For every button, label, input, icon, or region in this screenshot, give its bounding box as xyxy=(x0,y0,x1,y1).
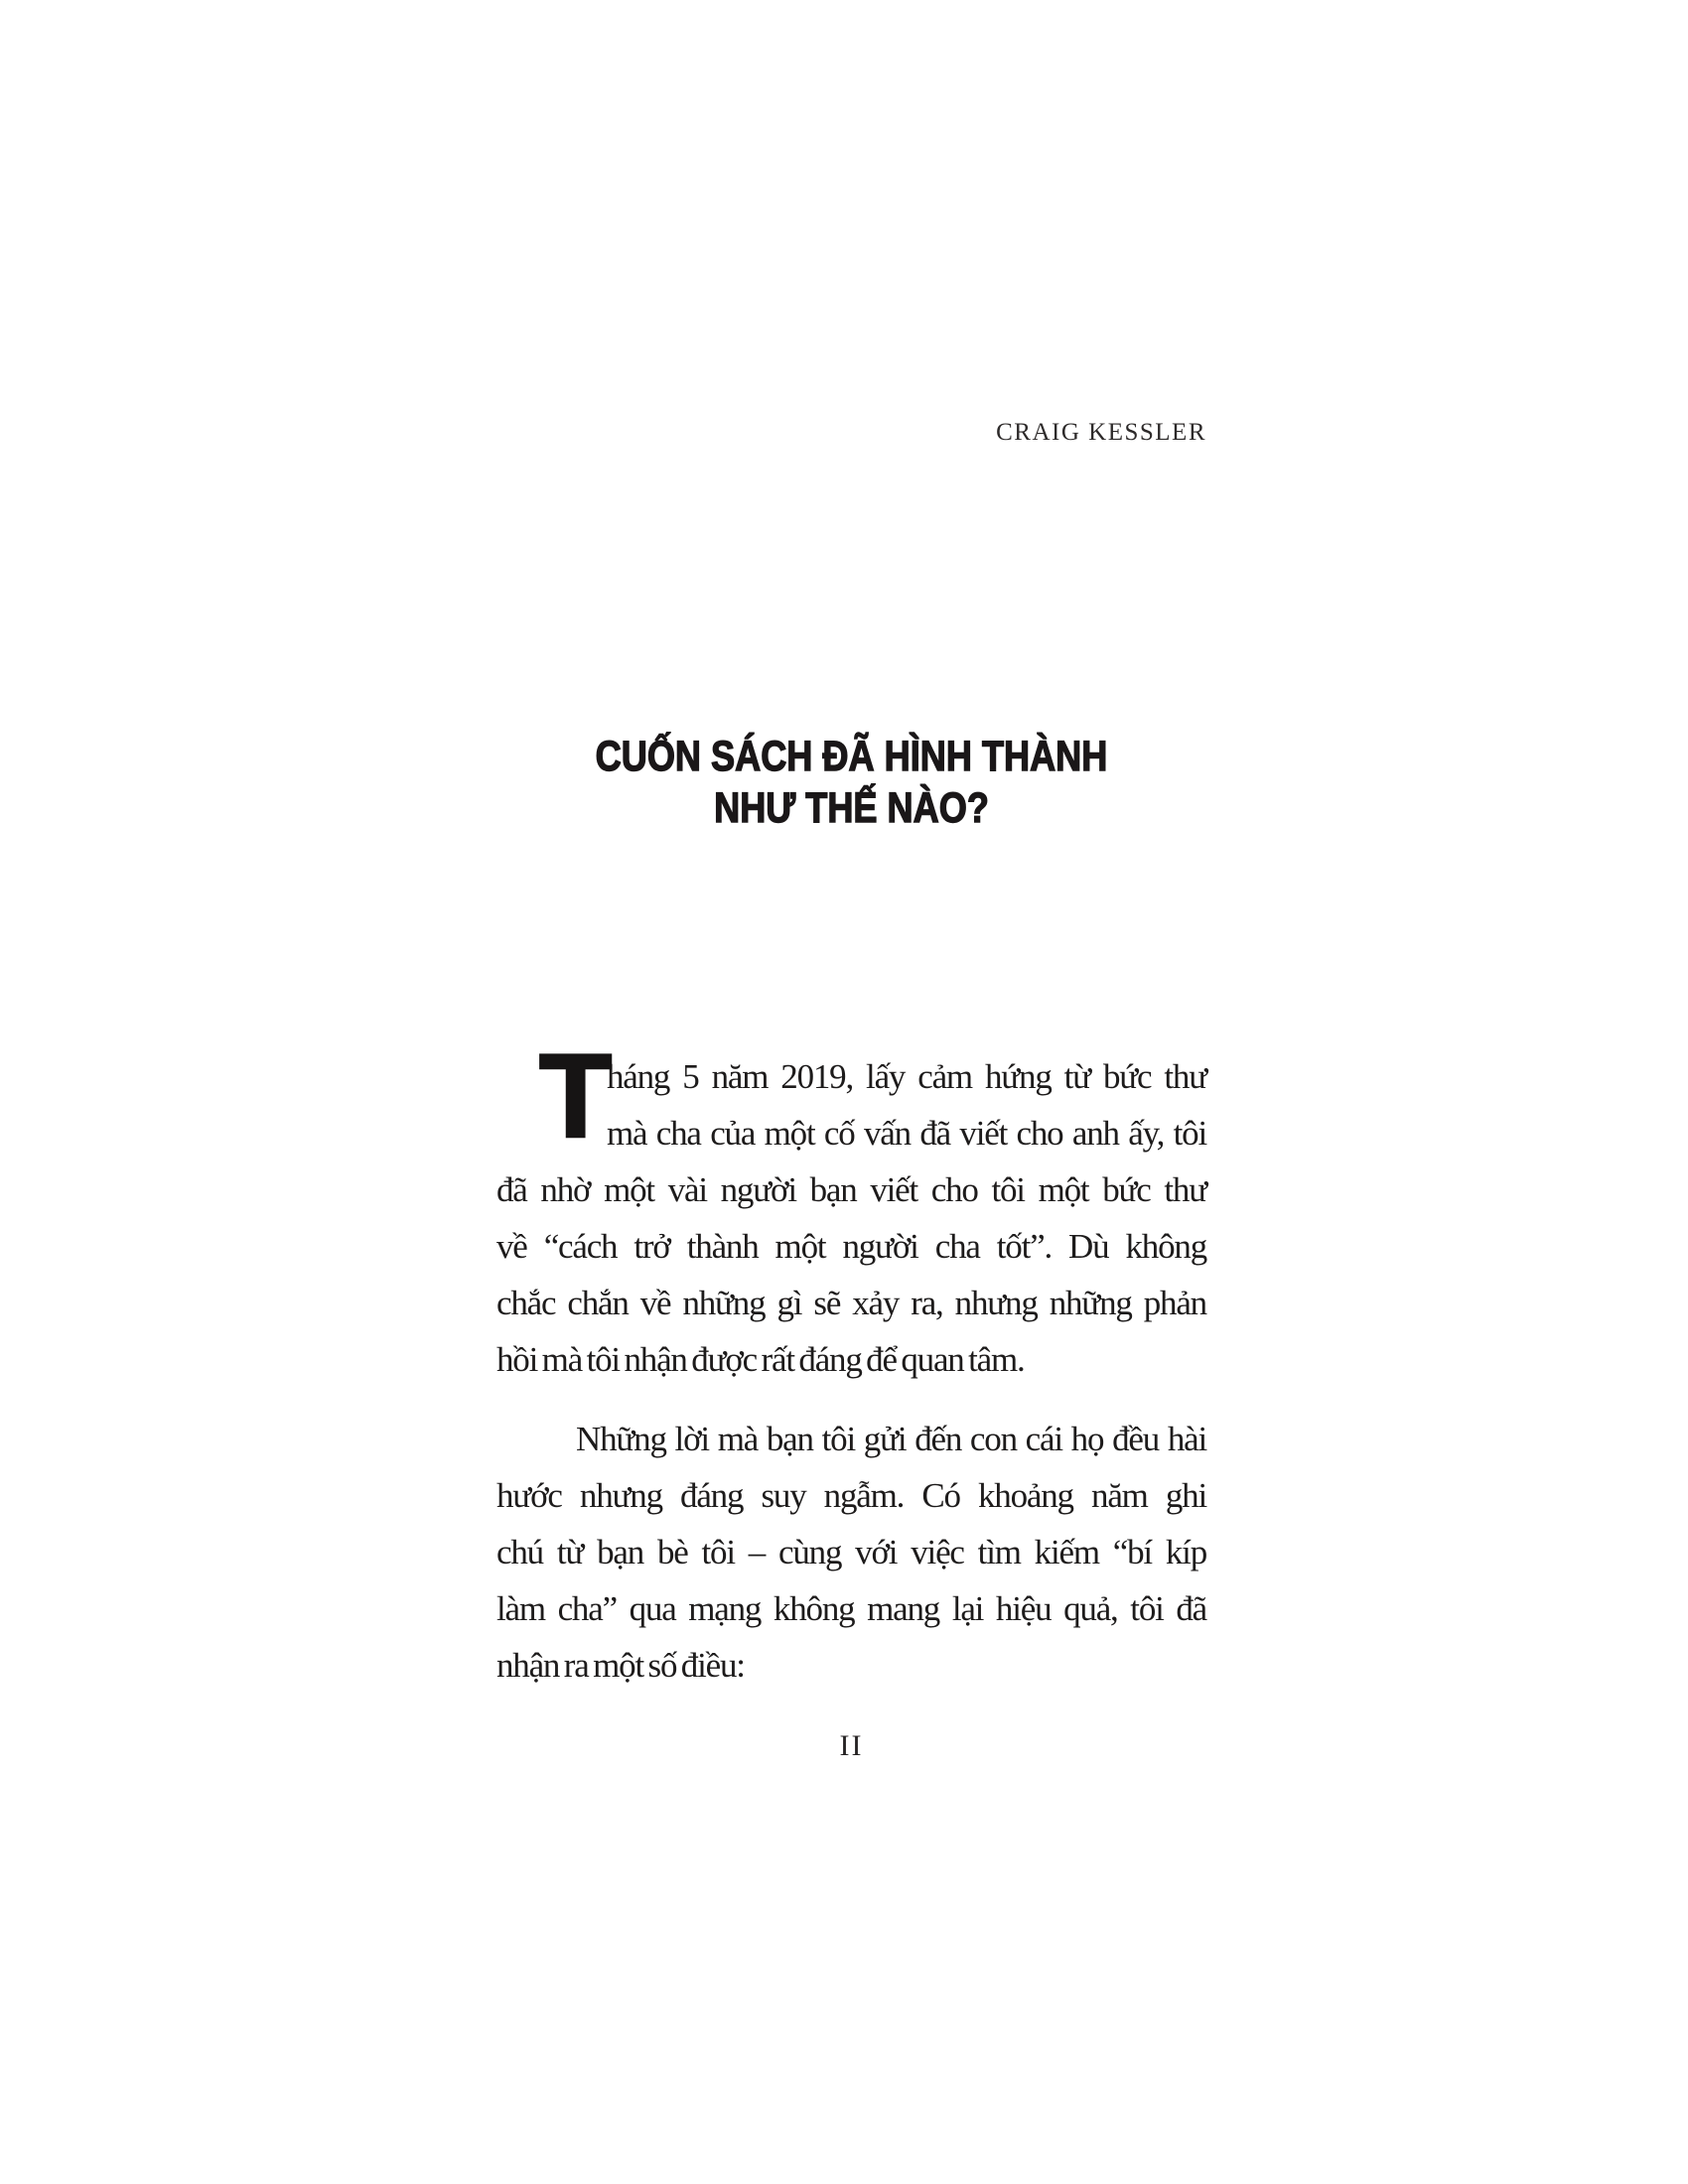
page-number: II xyxy=(839,1729,864,1762)
paragraph-1-line-6: hồi mà tôi nhận được rất đáng để quan tâm. xyxy=(496,1340,1025,1379)
drop-cap-letter: T xyxy=(539,1029,613,1162)
paragraph-1-line-5: chắc chắn về những gì sẽ xảy ra, nhưng những phản xyxy=(496,1284,1206,1322)
paragraph-1-line-2: mà cha của một cố vấn đã viết cho anh ấy, tôi xyxy=(607,1114,1206,1153)
chapter-title-line-1: CUỐN SÁCH ĐÃ HÌNH THÀNH xyxy=(595,733,1108,780)
running-head-author: CRAIG KESSLER xyxy=(996,419,1206,446)
paragraph-1 xyxy=(496,1029,1206,1388)
paragraph-1-line-4: về “cách trở thành một người cha tốt”. Dù không xyxy=(496,1227,1206,1266)
paragraph-2 xyxy=(496,1411,1206,1694)
chapter-title xyxy=(489,731,1214,834)
paragraph-1-line-3: đã nhờ một vài người bạn viết cho tôi một bức thư xyxy=(496,1170,1206,1209)
paragraph-2-line-3: chú từ bạn bè tôi – cùng với việc tìm kiếm “bí kíp xyxy=(496,1533,1206,1571)
chapter-title-line-2: NHƯ THẾ NÀO? xyxy=(714,784,989,832)
paragraph-2-line-5: nhận ra một số điều: xyxy=(496,1646,745,1685)
body-text xyxy=(496,1029,1206,1694)
paragraph-1-line-1: háng 5 năm 2019, lấy cảm hứng từ bức thư xyxy=(607,1057,1206,1096)
paragraph-2-line-4: làm cha” qua mạng không mang lại hiệu quả, tôi đã xyxy=(496,1589,1206,1628)
paragraph-2-line-1: Những lời mà bạn tôi gửi đến con cái họ đều hài xyxy=(576,1420,1206,1458)
paragraph-2-line-2: hước nhưng đáng suy ngẫm. Có khoảng năm ghi xyxy=(496,1476,1206,1515)
